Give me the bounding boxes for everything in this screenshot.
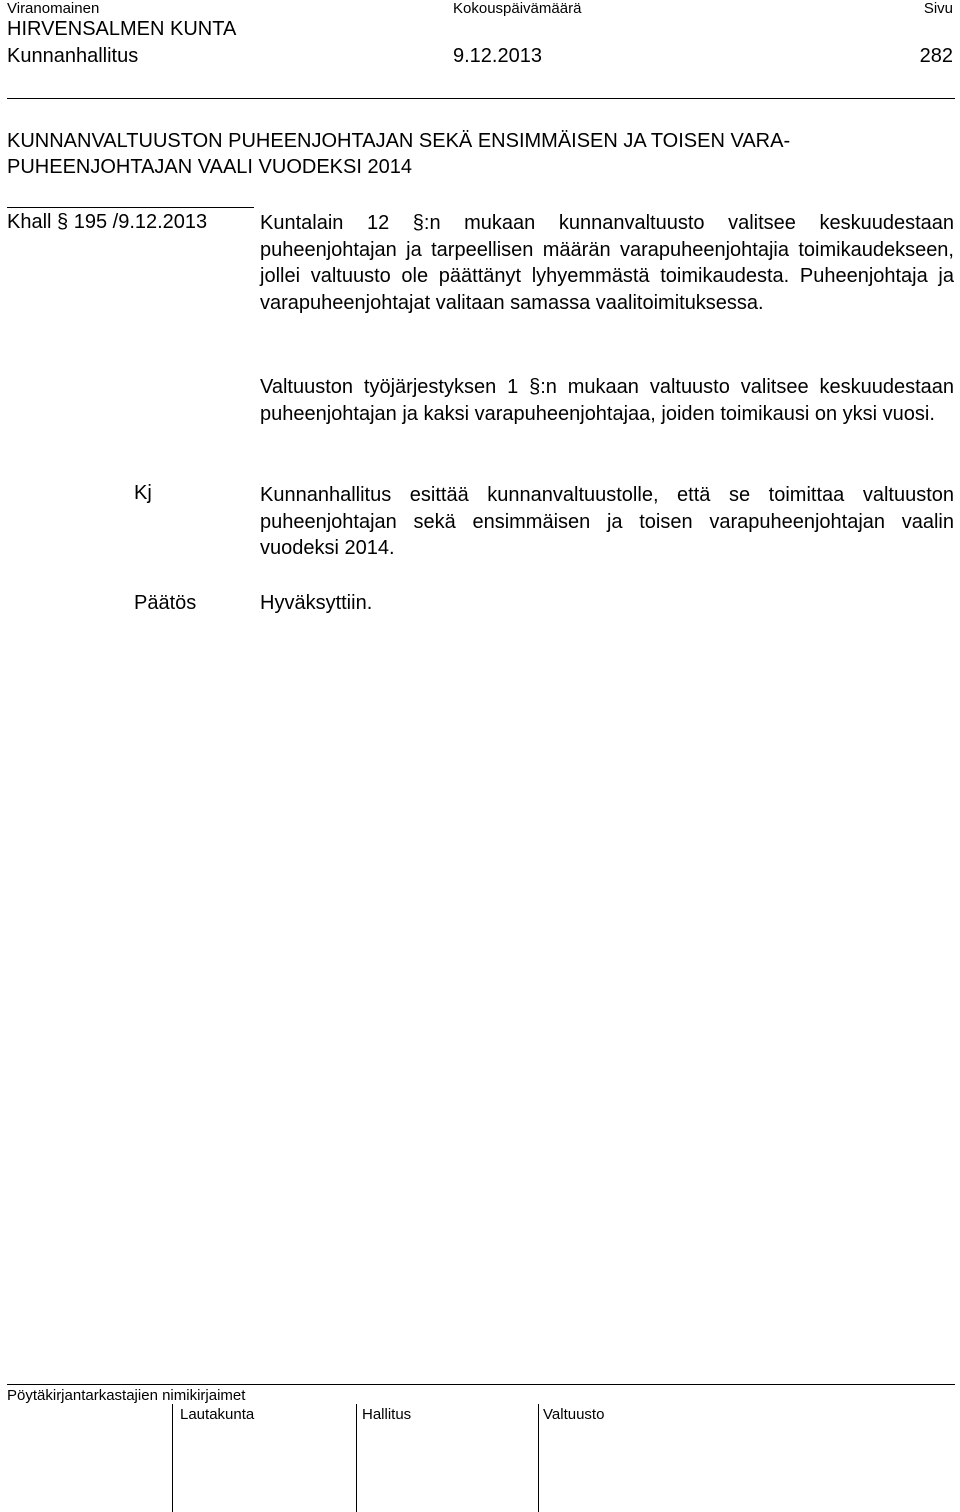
- document-title: KUNNANVALTUUSTON PUHEENJOHTAJAN SEKÄ ENSIMMÄISEN JA TOISEN VARA-PUHEENJOHTAJAN VAALI VUODEKSI 2014: [7, 130, 791, 178]
- footer-column-divider: [538, 1404, 539, 1512]
- section-reference: Khall § 195 /9.12.2013: [7, 211, 208, 233]
- header-label-page: Sivu: [923, 0, 953, 17]
- meeting-date: 9.12.2013: [453, 45, 542, 67]
- proposal-text: Kunnanhallitus esittää kunnanvaltuustolle, että se toimittaa valtuuston puheenjohtajan sekä ensimmäisen ja toisen varapuheenjohtajan vaalin vuodeksi 2014.: [260, 484, 954, 559]
- footer-valtuusto: Valtuusto: [543, 1406, 605, 1423]
- footer-divider: [7, 1384, 955, 1385]
- footer-column-divider: [356, 1404, 357, 1512]
- header-label-meeting-date: Kokouspäivämäärä: [453, 0, 582, 17]
- decision-text: Hyväksyttiin.: [260, 592, 373, 614]
- paragraph-tyojarjestys: Valtuuston työjärjestyksen 1 §:n mukaan valtuusto valitsee keskuudestaan puheenjohtajan ja kaksi varapuheenjohtajaa, joiden toimikausi on yksi vuosi.: [260, 376, 954, 425]
- footer-lautakunta: Lautakunta: [180, 1406, 255, 1423]
- proposal-label: Kj: [134, 482, 152, 504]
- page-number: 282: [919, 45, 953, 67]
- authority-name: Kunnanhallitus: [7, 45, 139, 67]
- footer-signatures-label: Pöytäkirjantarkastajien nimikirjaimet: [7, 1387, 246, 1404]
- footer-column-divider: [172, 1404, 173, 1512]
- section-ref-rule: [7, 207, 254, 208]
- organization-name: HIRVENSALMEN KUNTA: [7, 18, 237, 40]
- paragraph-kuntalaki: Kuntalain 12 §:n mukaan kunnanvaltuusto valitsee keskuudestaan puheenjohtajan ja tarpeellisen määrän varapuheenjohtajia toimikaudekseen, jollei valtuusto ole päättänyt lyhyemmästä toimikaudesta. Puheenjohtaja ja varapuheenjohtajat valitaan samassa vaalitoimituksessa.: [260, 212, 954, 314]
- header-divider: [7, 98, 955, 99]
- decision-label: Päätös: [134, 592, 197, 614]
- footer-hallitus: Hallitus: [362, 1406, 412, 1423]
- header-label-authority: Viranomainen: [7, 0, 100, 17]
